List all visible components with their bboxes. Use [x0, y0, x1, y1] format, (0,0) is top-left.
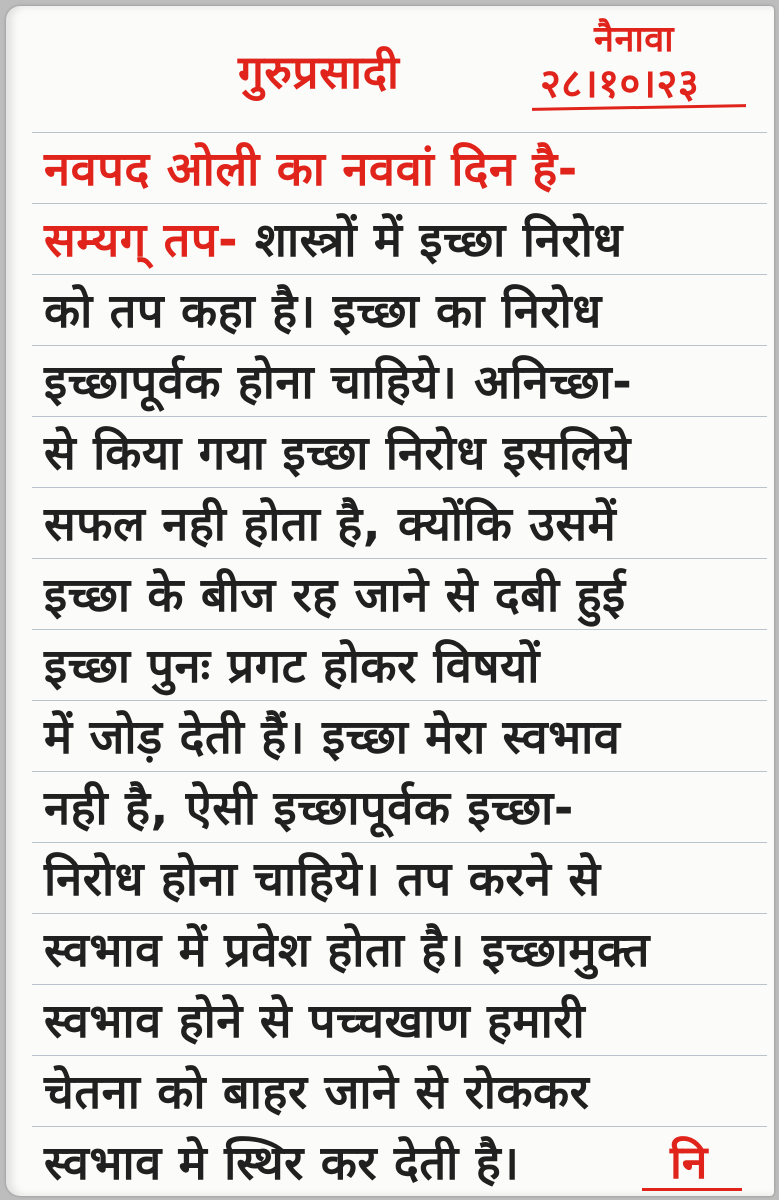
ruled-line — [32, 345, 767, 346]
ruled-line — [32, 416, 767, 417]
text-line — [44, 353, 632, 413]
ruled-line — [32, 274, 767, 275]
body-text: में जोड़ देती हैं। इच्छा मेरा स्वभाव — [44, 710, 621, 765]
ruled-line — [32, 700, 767, 701]
text-line — [44, 992, 585, 1052]
text-line — [44, 424, 631, 484]
body-text: को तप कहा है। इच्छा का निरोध — [44, 284, 602, 339]
body-text: स्वभाव में प्रवेश होता है। इच्छामुक्त — [44, 923, 650, 978]
ruled-line — [32, 771, 767, 772]
ruled-line — [32, 1126, 767, 1127]
ruled-line — [32, 842, 767, 843]
text-line — [44, 140, 578, 200]
text-line — [44, 495, 616, 555]
ruled-line — [32, 558, 767, 559]
text-line — [44, 708, 620, 768]
body-text: से किया गया इच्छा निरोध इसलिये — [44, 426, 631, 481]
ruled-line — [32, 132, 767, 133]
date: २८।१०।२३ — [540, 61, 700, 107]
heading-red-text: नवपद ओली का नववां दिन है- — [44, 142, 578, 197]
text-line — [44, 921, 650, 981]
text-line — [44, 850, 601, 910]
body-text: इच्छा पुनः प्रगट होकर विषयों — [44, 639, 540, 694]
text-line — [44, 282, 602, 342]
body-text: इच्छा के बीज रह जाने से दबी हुई — [44, 568, 626, 623]
text-line — [44, 779, 574, 839]
body-text: इच्छापूर्वक होना चाहिये। अनिच्छा- — [44, 355, 633, 410]
heading-red-text: सम्यग् तप- — [44, 213, 255, 268]
ruled-line — [32, 1055, 767, 1056]
body-text: शास्त्रों में इच्छा निरोध — [255, 213, 623, 268]
text-line — [44, 1063, 589, 1123]
body-text: नही है, ऐसी इच्छापूर्वक इच्छा- — [44, 781, 574, 836]
body-text: निरोध होना चाहिये। तप करने से — [44, 852, 601, 907]
page-title: गुरुप्रसादी — [238, 45, 400, 99]
signature: नि — [670, 1135, 708, 1189]
text-line — [44, 566, 626, 626]
body-text: सफल नही होता है, क्योंकि उसमें — [44, 497, 617, 552]
signature-underline — [642, 1188, 742, 1191]
text-line — [44, 1134, 519, 1194]
body-text: स्वभाव मे स्थिर कर देती है। — [44, 1136, 520, 1191]
ruled-line — [32, 487, 767, 488]
ruled-line — [32, 984, 767, 985]
body-text: चेतना को बाहर जाने से रोककर — [44, 1065, 590, 1120]
ruled-line — [32, 629, 767, 630]
body-text: स्वभाव होने से पच्चखाण हमारी — [44, 994, 586, 1049]
place-name: नैनावा — [594, 19, 675, 60]
ruled-line — [32, 203, 767, 204]
notebook-page — [6, 6, 774, 1196]
ruled-line — [32, 913, 767, 914]
text-line — [44, 211, 623, 271]
text-line — [44, 637, 540, 697]
